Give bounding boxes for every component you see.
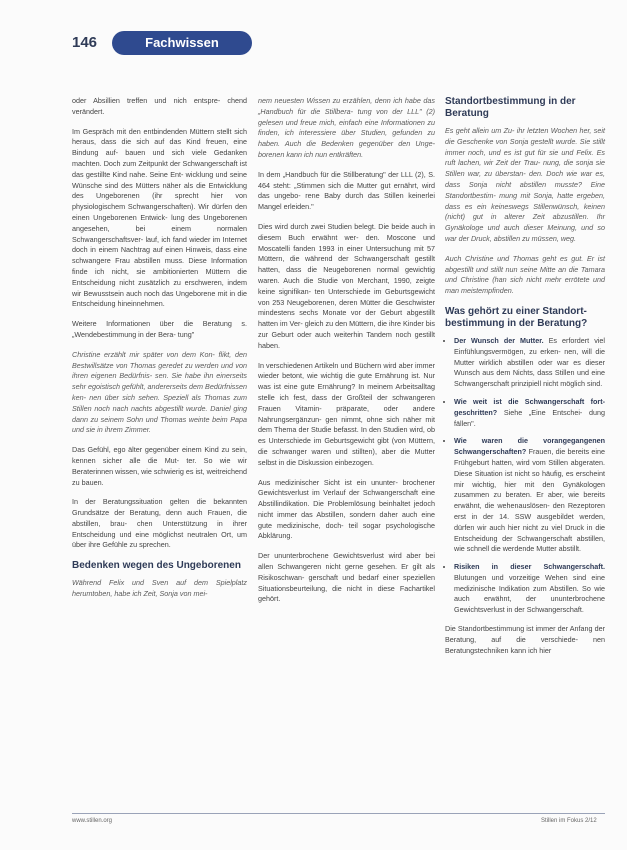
list-item (454, 397, 605, 429)
list-item-title: Der Wunsch der Mutter. (454, 335, 544, 345)
list-item (454, 336, 605, 390)
paragraph: In der Beratungssituation gelten die bekannten Grundsätze der Beratung, denn auch Frauen, die abstillen, brau- chen Unterstützung in ihrer Entscheidung und eine möglichst neutralen Ort, um über ihre Gefühle zu sprechen. (72, 497, 247, 550)
paragraph: Im Gespräch mit den entbindenden Müttern stellt sich heraus, dass die sich auf das Kind freuen, eine Bindung auf- bauen und sich viele Gedanken machten. Doch zum Zeitpunkt der Schwangerschaft ist das gestillte Kind nahe. Seine Ent- wicklung und seine Wünsche sind des Mütters näher als die Entwicklung des Ungeborenen (ihr sprecht hier von physiologischem Schwangerschaften). Wir dürfen den einen Ungeborenen Entwick- lung des Ungeborenen angesehen, bei einem normalen Schwangerschaftsver- lauf, ich fand wieder im Internet doch in einem Nachtrag auf einen Hinweis, dass eine schwangere Frau abstillen muss. Diese Information finde ich nicht, sie ambitionierten Müttern die Entscheidung nicht zusätzlich zu erschweren, indem wir Bewusstsein auch noch das Ungeborene mit in die Entscheidung hineinnehmen. (72, 126, 247, 309)
paragraph-italic: Es geht allein um Zu- ihr letzten Wochen her, seit die Geschenke von Sonja gestellt wurde. Sie stillt immer noch, und es ist gut für sie und Felix. Es ruft lachen, wir Zeit der Trau- nung, die sonja sie Stillen war, zu überstan- den. Doch wie war es, dass Sonja nicht abstillen musste? Eine Standortbestim- mung mit Sonja, hatte ergeben, dass es ein keineswegs Stillenwünsch, keinen (nicht) gut in alterer Zeit abzustillen. Ihr Gynäkologe und auch dieser Meinung, und so war der Druck, abstillen zu müssen, weg. (445, 126, 605, 243)
column-right (445, 96, 605, 665)
list-item-title: Wie waren die vorangegangenen Schwangerschaften? (454, 436, 605, 457)
footer-website: www.stillen.org (72, 818, 113, 824)
paragraph-italic: Auch Christine und Thomas geht es gut. Er ist abgestillt und stillt nun seine Mitte an die Tamara und Christine (han sich nicht mehr errötete und man meistempfinden. (445, 253, 605, 296)
page-number: 146 (72, 34, 98, 51)
paragraph: Die Standortbestimmung ist immer der Anfang der Beratung, auf die verschiede- nen Beratungstechniken kann ich hier (445, 624, 605, 655)
paragraph: Das Gefühl, ego älter gegenüber einem Kind zu sein, kennen sicher alle die Mut- ter. So wie wir Beraterinnen wissen, wie schwierig es ist, weitreichend zu bauen. (72, 445, 247, 487)
list-item-text: Es erfordert viel Einfühlungsvermögen, zu erken- nen, will die Mutter wirklich abstillen oder war es dieser Wunsch aus dem Nichts, dass Stillen und eine Schwangerschaft prinzipiell nicht möglich sind. (454, 335, 605, 389)
paragraph: oder Absillien treffen und nich entspre- chend verändert. (72, 96, 247, 116)
section-heading: Standortbestimmung in der Beratung (445, 96, 576, 119)
paragraph-italic: nem neuesten Wissen zu erzählen, denn ich habe das „Handbuch für die Stillbera- tung von der LLL" (2) gelesen und freue mich, einfach eine Informationen zu finden, ich interessiere über Studien, gefunden zu haben. Auch die Bedenken gegenüber den Unge- borenen kann ich nun entkräften. (258, 96, 435, 159)
paragraph: Dies wird durch zwei Studien belegt. Die beide auch in diesem Buch erwähnt wer- den. Moscone und Moscatelli fanden 1993 in einer Untersuchung mit 57 Müttern, die während der Schwangerschaft gestillt hatten, dass die Neugeborenen normal gewichtig waren. Auch die Studie von Merchant, 1990, zeigte keine signifikan- ten Unterschiede im Geburtsgewicht von 253 Neugeborenen, deren Mütter die Geschwister mindestens sechs Monate vor der Geburt abgestillt hatten im Ver- gleich zu den Müttern, die ihre Kinder bis zur Geburt oder auch weiterhin Tandem noch gestillt haben. (258, 221, 435, 350)
paragraph: In dem „Handbuch für die Stillberatung" der LLL (2), S. 464 steht: „Stimmen sich die Mutter gut ernährt, wird das ungebo- rene Baby durch das Stillen keinerlei Mangel erleiden." (258, 169, 435, 212)
list-item (454, 436, 605, 555)
footer-rule (72, 813, 605, 814)
column-left (72, 96, 247, 609)
list-item-title: Wie weit ist die Schwangerschaft fort- geschritten? (454, 396, 605, 417)
paragraph-italic: Christine erzählt mir später von dem Kon- flikt, den Bestwillsätze von Thomas geredet zu werden und von ihren eigenen Bedürfnis- sen. Sie habe ihn einerseits sehr egoistisch gefühlt, andererseits dem Bedürfnissen ken- nen über sich sehen. Speziell als Thomas zum Stillen noch nach nachts abgestillt wurde. Daniel ging dann zu seinem Sohn und Thomas weinte beim Papa und sie in ihrem Zimmer. (72, 349, 247, 435)
paragraph: In verschiedenen Artikeln und Büchern wird aber immer wieder betont, wie wichtig die gute Ernährung ist. Nur was ist eine gute Ernährung? In meinem Arbeitsalltag stelle ich fest, dass der Großteil der schwangeren Frauen Vitamin- präparate, oder andere Nahrungsergänzun- gen nimmt, ohne sich näher mit dem Thema der Studie befasst. In den Studien wird, ob es Unterschiede im Geburtsgewicht gibt (von Müttern, die schwanger waren und stillten), aber die Mutter selbst in die Diskussion einbezogen. (258, 360, 435, 467)
paragraph-italic: Während Felix und Sven auf dem Spielplatz herumtoben, habe ich Zeit, Sonja von mei- (72, 578, 247, 599)
section-heading: Bedenken wegen des Ungeborenen (72, 560, 241, 572)
footer-issue: Stillen im Fokus 2/12 (541, 818, 597, 824)
column-middle (258, 96, 435, 614)
paragraph: Der ununterbrochene Gewichtsverlust wird aber bei allen Schwangeren nicht gerne gesehen. Er gilt als Risikoschwan- gerschaft und bedarf einer speziellen Situationsbeurteilung, die nicht in diese Fachartikel gehört. (258, 551, 435, 604)
list-item-title: Risiken in dieser Schwangerschaft. (454, 562, 605, 572)
list-item-text: Blutungen und vorzeitige Wehen sind eine medizinische Indikation zum Abstillen. So wie auch erwähnt, der ununterbrochene Gewichtsverlust in der Schwangerschaft. (454, 572, 605, 615)
section-heading: Was gehört zu einer Standort- bestimmung in der Beratung? (445, 305, 588, 329)
paragraph: Weitere Informationen über die Beratung s. „Wendebestimmung in der Bera- tung" (72, 319, 247, 339)
list-item-text: Siehe „Eine Entschei- dung fällen". (454, 407, 605, 428)
section-banner: Fachwissen (112, 31, 252, 55)
bullet-list (445, 336, 605, 616)
list-item (454, 562, 605, 616)
list-item-text: Frauen, die bereits eine Frühgeburt hatten, wird vom Stillen abgeraten. Diese Situation ist nicht so häufig, es erscheint mir wichtig, hier mit den Gynäkologen zusammen zu beraten. Er aber, wie bereits erwähnt, die wehenauslösen- den Rezeptoren erst in der 14. SSW ausgebildet werden, dürfen wir auch hier nicht zu viel Druck in die Entscheidung der Schwangerschaft abstillen, wie schnell die werdende Mutter abstillt. (454, 447, 605, 554)
paragraph: Aus medizinischer Sicht ist ein ununter- brochener Gewichtsverlust im Verlauf der Schwangerschaft eine Abstillindikation. Die Problemlösung beinhaltet jedoch nicht immer das Abstillen, sondern daher auch eine gute medizinische, doch- teil sogar psychologische Abklärung. (258, 477, 435, 541)
